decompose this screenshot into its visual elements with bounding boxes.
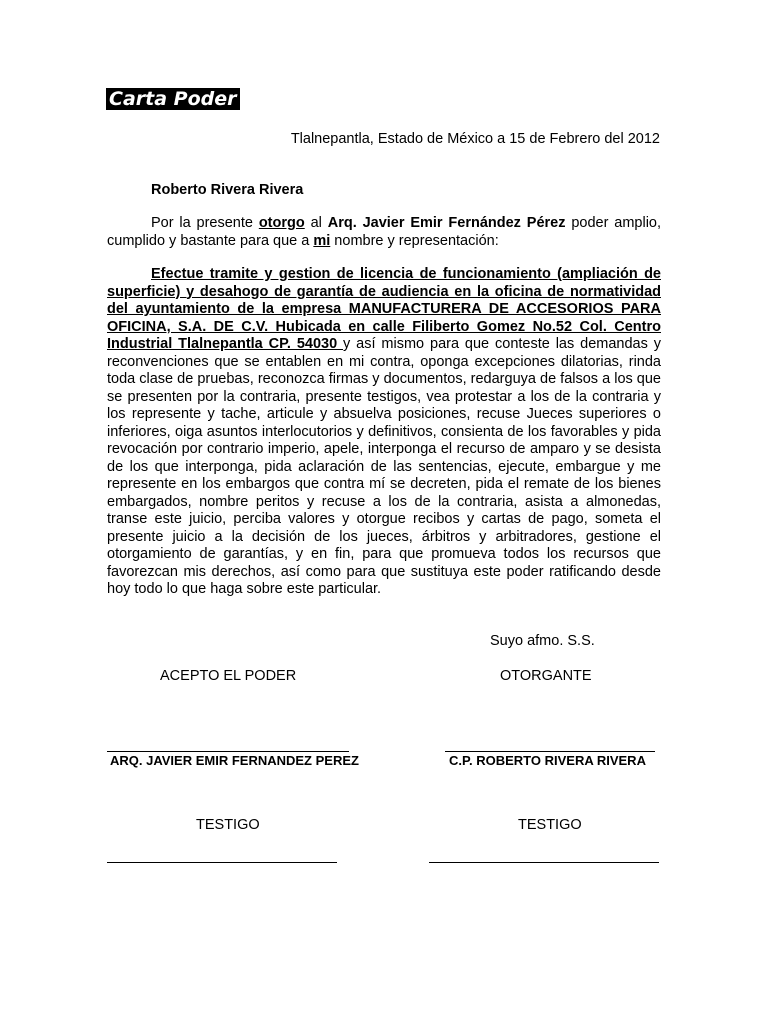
grantor-label: OTORGANTE <box>500 668 592 684</box>
grant-text-1: Por la presente <box>151 215 259 231</box>
closing-salutation: Suyo afmo. S.S. <box>490 633 595 649</box>
witness-signature-line-2 <box>429 862 659 863</box>
witness-label-1: TESTIGO <box>196 817 260 833</box>
grant-text-3: poder amplio, cumplido y bastante para que a <box>107 215 662 249</box>
grant-paragraph <box>107 215 661 250</box>
accept-signer-name: ARQ. JAVIER EMIR FERNANDEZ PEREZ <box>110 753 359 768</box>
grant-text-2: al <box>304 215 328 231</box>
grantor-signer-name: C.P. ROBERTO RIVERA RIVERA <box>449 753 646 768</box>
grant-text-4: nombre y representación: <box>330 232 499 249</box>
recipient-name: Roberto Rivera Rivera <box>151 182 304 198</box>
grant-verb: otorgo <box>258 215 305 231</box>
grantor-signature-line <box>445 751 655 752</box>
document-title: Carta Poder <box>106 88 240 110</box>
place-date: Tlalnepantla, Estado de México a 15 de Febrero del 2012 <box>290 131 660 147</box>
powers-subject: Efectue tramite y gestion de licencia de funcionamiento (ampliación de superficie) y desahogo de garantía de audiencia en la oficina de normatividad del ayuntamiento de la empresa MANUFACTURERA DE ACCESORIOS PARA OFICINA, S.A. DE C.V. Hubicada en calle Filiberto Gomez No.52 Col. Centro Industrial Tlalnepantla CP. 54030 <box>107 266 661 352</box>
powers-body: y así mismo para que conteste las demandas y reconvenciones que se entablen en mi contra, oponga excepciones dilatorias, rinda toda clase de pruebas, reconozca firmas y documentos, redarguya de falsos a los que se presenten por la contraria, presente testigos, vea protestar a los de la contraria y los represente y tache, articule y absuelva posiciones, recuse Jueces superiores o inferiores, oiga asuntos interlocutorios y definitivos, consienta de los favorables y pida revocación por contrario imperio, apele, interponga el recurso de amparo y se desista de los que interponga, pida aclaración de las sentencias, ejecute, embargue y me represente en los embargos que contra mí se decreten, pida el remate de los bienes embargados, nombre peritos y recuse a los de la contraria, asista a almonedas, transe este juicio, perciba valores y otorgue recibos y cartas de pago, someta el presente juicio a la decisión de los jueces, árbitros y arbitradores, gestione el otorgamiento de garantías, y en fin, para que promueva todos los recursos que favorezcan mis derechos, así como para que sustituya este poder ratificando desde hoy todo lo que haga sobre este particular. <box>107 336 661 597</box>
accept-signature-line <box>107 751 349 752</box>
grant-mi: mi <box>313 232 331 249</box>
witness-label-2: TESTIGO <box>518 817 582 833</box>
accept-label: ACEPTO EL PODER <box>160 668 297 684</box>
powers-paragraph <box>107 266 661 599</box>
attorney-name: Arq. Javier Emir Fernández Pérez <box>327 215 566 231</box>
witness-signature-line-1 <box>107 862 337 863</box>
